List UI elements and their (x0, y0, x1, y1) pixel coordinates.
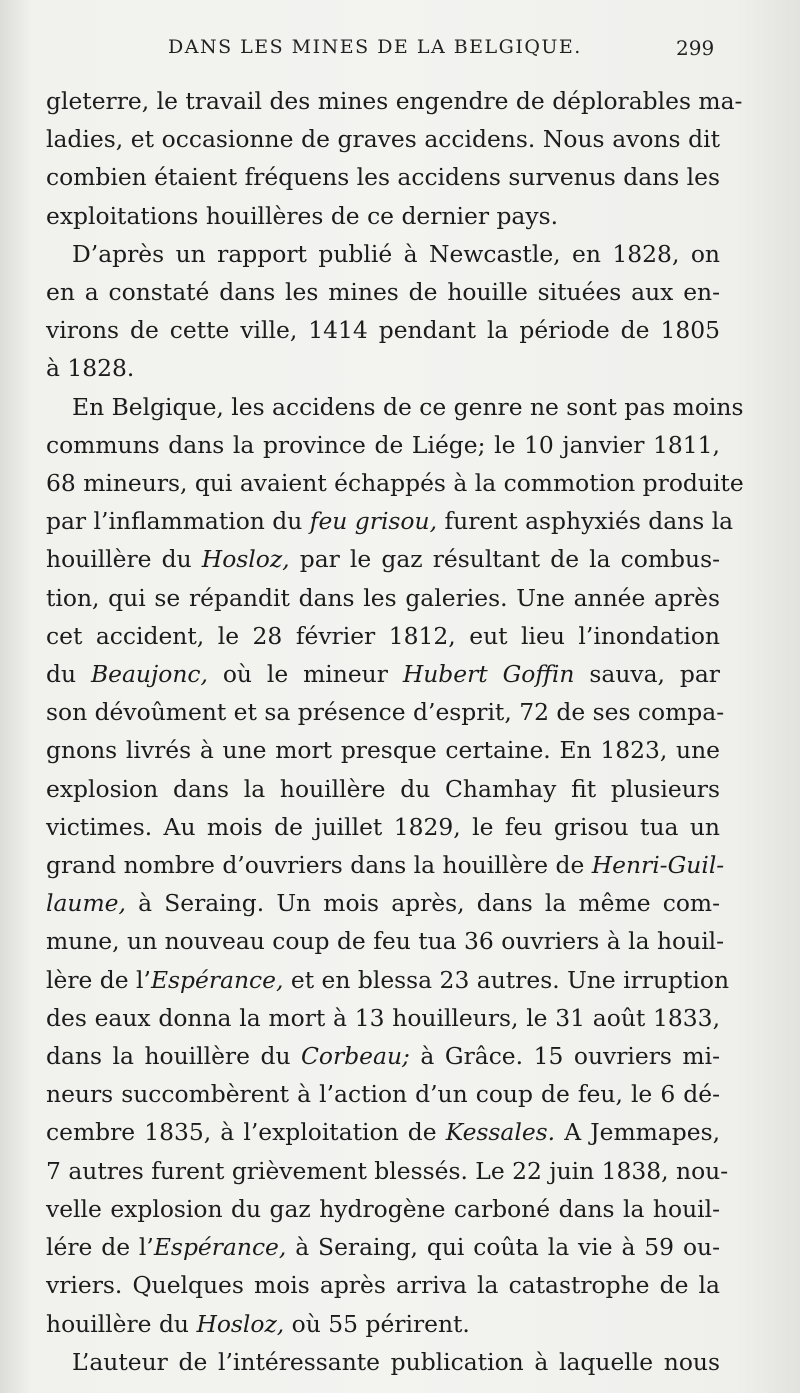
text-run: où le mineur (207, 660, 403, 689)
text-run: à 1828. (46, 354, 135, 383)
text-line (46, 884, 720, 922)
text-run: du (46, 660, 91, 689)
text-run: cet accident, le 28 février 1812, eut lieu l’inondation (46, 621, 720, 650)
text-line (46, 273, 720, 311)
text-run: lére de l’ (46, 1233, 154, 1262)
text-line (46, 158, 720, 196)
text-line (46, 999, 720, 1037)
text-line (46, 197, 720, 235)
text-line (46, 655, 720, 693)
text-line (46, 808, 720, 846)
text-run: à Seraing. Un mois après, dans la même com- (125, 889, 720, 918)
italic-phrase: Espérance, (150, 965, 284, 994)
text-line (46, 235, 720, 273)
text-run: par le gaz résultant de la combus- (289, 545, 720, 574)
page-number: 299 (676, 36, 715, 60)
body-text (46, 82, 744, 1381)
text-line (46, 311, 720, 349)
text-run: tion, qui se répandit dans les galeries. Une année après (46, 583, 720, 612)
text-run: exploitations houillères de ce dernier pays. (46, 201, 559, 230)
text-run: grand nombre d’ouvriers dans la houillère de (46, 851, 592, 880)
text-line (46, 770, 720, 808)
italic-phrase: Corbeau; (301, 1042, 410, 1071)
text-line (46, 1037, 720, 1075)
text-run: houillère du (46, 1309, 197, 1338)
text-run: victimes. Au mois de juillet 1829, le feu grisou tua un (46, 812, 720, 841)
text-line (46, 1113, 720, 1151)
text-run: houillère du (46, 545, 202, 574)
text-run: furent asphyxiés dans la (437, 507, 734, 536)
text-line (46, 502, 734, 540)
running-title: DANS LES MINES DE LA BELGIQUE. (168, 36, 582, 58)
text-line (46, 1190, 720, 1228)
text-run: son dévoûment et sa présence d’esprit, 72 de ses compa- (46, 698, 725, 727)
text-line (46, 731, 720, 769)
text-line (46, 693, 725, 731)
italic-phrase: laume, (46, 889, 126, 918)
text-run: ladies, et occasionne de graves accidens. Nous avons dit (46, 125, 720, 154)
italic-phrase: Henri-Guil- (591, 851, 725, 880)
text-line (46, 1228, 720, 1266)
text-run: dans la houillère du (46, 1042, 302, 1071)
text-run: lère de l’ (46, 965, 151, 994)
running-head (0, 36, 800, 66)
text-run: virons de cette ville, 1414 pendant la période de 1805 (46, 316, 720, 345)
text-line (46, 1075, 720, 1113)
text-run: en a constaté dans les mines de houille situées aux en- (46, 278, 720, 307)
text-run: velle explosion du gaz hydrogène carboné dans la houil- (46, 1194, 720, 1223)
text-run: à Seraing, qui coûta la vie à 59 ou- (286, 1233, 720, 1262)
text-run: L’auteur de l’intéressante publication à laquelle nous (72, 1347, 720, 1376)
text-run: neurs succombèrent à l’action d’un coup de feu, le 6 dé- (46, 1080, 720, 1109)
text-run: vriers. Quelques mois après arriva la catastrophe de la (46, 1271, 720, 1300)
italic-phrase: Beaujonc, (90, 660, 208, 689)
text-line (46, 540, 720, 578)
text-line (46, 349, 720, 387)
italic-phrase: Hosloz, (201, 545, 290, 574)
text-run: cembre 1835, à l’exploitation de (46, 1118, 446, 1147)
italic-phrase: Hosloz, (196, 1309, 285, 1338)
text-run: des eaux donna la mort à 13 houilleurs, le 31 août 1833, (46, 1003, 720, 1032)
text-line (46, 617, 720, 655)
text-run: D’après un rapport publié à Newcastle, en 1828, on (72, 239, 720, 268)
text-line (46, 1343, 720, 1381)
text-run: A Jemmapes, (555, 1118, 721, 1147)
text-line (46, 1305, 720, 1343)
text-run: gnons livrés à une mort presque certaine. En 1823, une (46, 736, 720, 765)
italic-phrase: Kessales. (445, 1118, 556, 1147)
text-run: et en blessa 23 autres. Une irruption (283, 965, 730, 994)
text-line (46, 1266, 720, 1304)
text-line (46, 922, 725, 960)
text-run: 7 autres furent grièvement blessés. Le 22 juin 1838, nou- (46, 1156, 729, 1185)
text-line (46, 82, 743, 120)
text-run: explosion dans la houillère du Chamhay fit plusieurs (46, 774, 720, 803)
text-line (46, 464, 744, 502)
text-run: En Belgique, les accidens de ce genre ne sont pas moins (72, 392, 744, 421)
text-run: où 55 périrent. (284, 1309, 470, 1338)
text-line (46, 120, 720, 158)
text-run: à Grâce. 15 ouvriers mi- (409, 1042, 720, 1071)
text-line (46, 846, 725, 884)
text-run: sauva, par (574, 660, 720, 689)
italic-phrase: Espérance, (153, 1233, 287, 1262)
text-line (46, 426, 720, 464)
italic-phrase: Hubert Goffin (402, 660, 575, 689)
text-run: 68 mineurs, qui avaient échappés à la commotion produite (46, 469, 744, 498)
text-run: mune, un nouveau coup de feu tua 36 ouvriers à la houil- (46, 927, 725, 956)
text-line (46, 388, 744, 426)
italic-phrase: feu grisou, (309, 507, 438, 536)
text-run: gleterre, le travail des mines engendre de déplorables ma- (46, 87, 743, 115)
text-run: communs dans la province de Liége; le 10 janvier 1811, (46, 430, 720, 459)
text-line (46, 1152, 729, 1190)
text-run: combien étaient fréquens les accidens survenus dans les (46, 163, 720, 192)
text-line (46, 579, 720, 617)
text-run: par l’inflammation du (46, 507, 310, 536)
text-line (46, 961, 730, 999)
